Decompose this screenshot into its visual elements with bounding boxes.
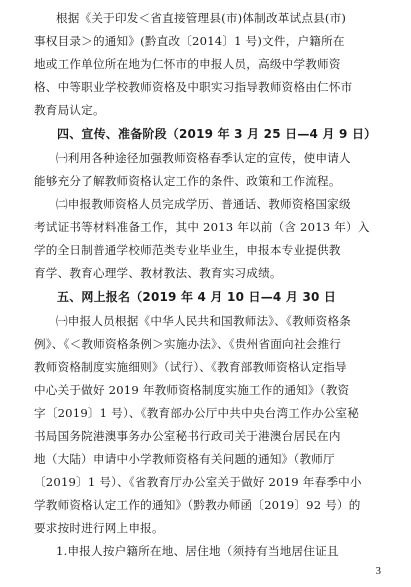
paragraph-line: 中心关于做好 2019 年教师资格制度实施工作的通知》（教资 xyxy=(34,383,350,397)
paragraph-line: 教育局认定。 xyxy=(34,103,105,117)
paragraph-line: 地或工作单位所在地为仁怀市的申报人员，高级中学教师资 xyxy=(34,57,341,71)
paragraph-line: 要求按时进行网上申报。 xyxy=(34,521,164,535)
paragraph-line: 1.申报人按户籍所在地、居住地（须持有当地居住证且 xyxy=(56,544,339,558)
paragraph-line: 书局国务院港澳事务办公室秘书行政司关于港澳台居民在内 xyxy=(34,429,341,443)
paragraph-line: 学的全日制普通学校师范类专业毕业生，申报本专业提供教 xyxy=(34,243,341,257)
section-heading-5: 五、网上报名（2019 年 4 月 10 日—4 月 30 日 xyxy=(57,290,337,304)
paragraph-line: 能够充分了解教师资格认定工作的条件、政策和工作流程。 xyxy=(34,174,341,188)
paragraph-line: 格、中等职业学校教师资格及中职实习指导教师资格由仁怀市 xyxy=(34,80,353,94)
page-number: 3 xyxy=(375,565,381,577)
paragraph-line: 例》、《＜教师资格条例＞实施办法》、《贵州省面向社会推行 xyxy=(34,337,342,351)
paragraph-line: 育学、教育心理学、教材教法、教育实习成绩。 xyxy=(34,266,282,280)
paragraph-line: 教师资格制度实施细则》（试行）、《教育部教师资格认定指导 xyxy=(34,360,347,374)
paragraph-line: 〔2019〕1 号）、《省教育厅办公室关于做好 2019 年春季中小 xyxy=(34,475,362,489)
paragraph-line: 学教师资格认定工作的通知》（黔教办师函〔2019〕92 号）的 xyxy=(34,498,361,512)
paragraph-line: 考试证书等材料准备工作，其中 2013 年以前（含 2013 年）入 xyxy=(34,220,370,234)
paragraph-line: 根据《关于印发＜省直接管理县(市)体制改革试点县(市) xyxy=(56,11,347,25)
paragraph-line: ㈡申报教师资格人员完成学历、普通话、教师资格国家级 xyxy=(56,197,351,211)
paragraph-line: ㈠申报人员根据《中华人民共和国教师法》、《教师资格条 xyxy=(56,314,352,328)
section-heading-4: 四、宣传、准备阶段（2019 年 3 月 25 日—4 月 9 日） xyxy=(57,127,377,141)
paragraph-line: 地（大陆）申请中小学教师资格有关问题的通知》（教师厅 xyxy=(34,452,335,466)
paragraph-line: 事权目录＞的通知》(黔直改〔2014〕1 号)文件，户籍所在 xyxy=(34,34,345,48)
paragraph-line: ㈠利用各种途径加强教师资格春季认定的宣传，使申请人 xyxy=(56,151,351,165)
paragraph-line: 字〔2019〕1 号）、《教育部办公厅中共中央台湾工作办公室秘 xyxy=(34,406,360,420)
